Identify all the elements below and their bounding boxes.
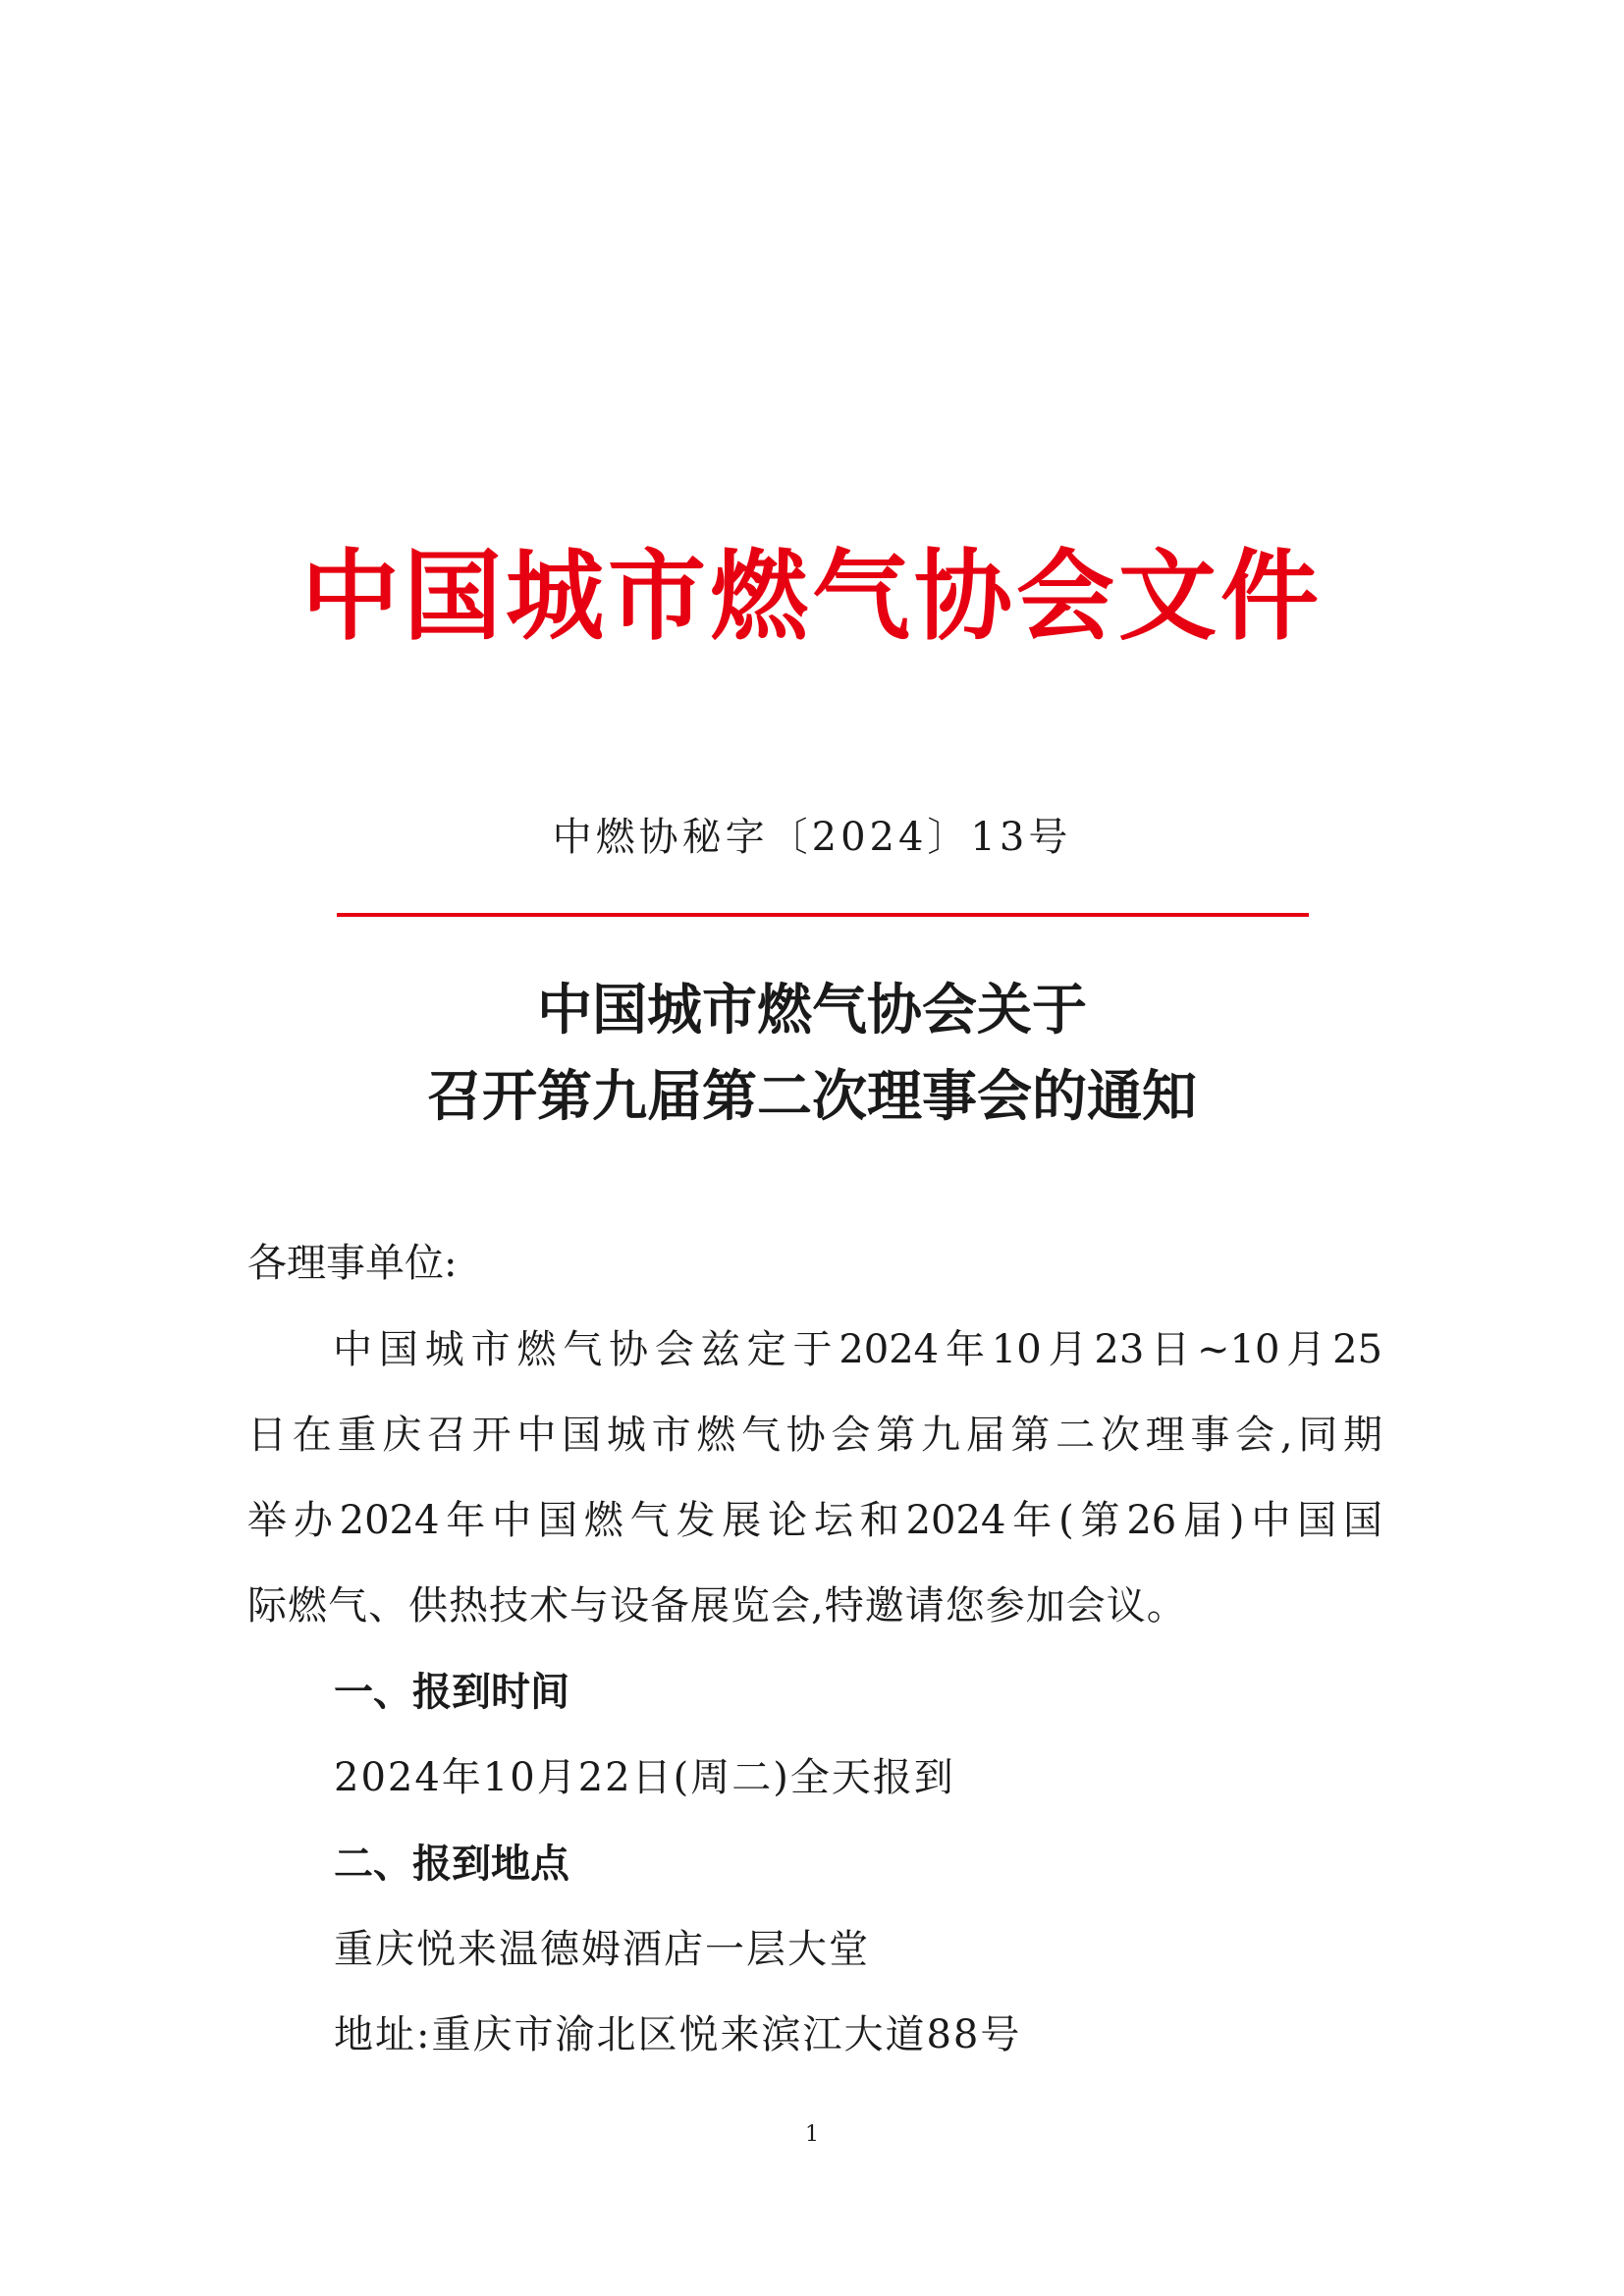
section-heading-registration-time: 一、报到时间 (334, 1670, 569, 1715)
section-heading-registration-location: 二、报到地点 (334, 1842, 569, 1887)
registration-time-text: 2024年10月22日(周二)全天报到 (334, 1755, 955, 1800)
body-paragraph-line-3: 举办2024年中国燃气发展论坛和2024年(第26届)中国国 (247, 1498, 1382, 1543)
registration-address-text: 地址:重庆市渝北区悦来滨江大道88号 (334, 2012, 1022, 2057)
masthead-title: 中国城市燃气协会文件 (301, 539, 1323, 654)
salutation: 各理事单位: (247, 1241, 458, 1286)
notice-title-line-2: 召开第九届第二次理事会的通知 (427, 1065, 1197, 1129)
notice-title-line-1: 中国城市燃气协会关于 (537, 979, 1087, 1042)
body-paragraph-line-2: 日在重庆召开中国城市燃气协会第九届第二次理事会,同期 (247, 1413, 1382, 1458)
body-paragraph-line-1: 中国城市燃气协会兹定于2024年10月23日~10月25 (333, 1327, 1382, 1372)
red-divider-line (337, 913, 1309, 917)
page-number: 1 (805, 2122, 819, 2147)
document-number: 中燃协秘字〔2024〕13号 (552, 815, 1072, 860)
body-paragraph-line-4: 际燃气、供热技术与设备展览会,特邀请您参加会议。 (247, 1583, 1187, 1629)
registration-venue-text: 重庆悦来温德姆酒店一层大堂 (334, 1927, 870, 1972)
